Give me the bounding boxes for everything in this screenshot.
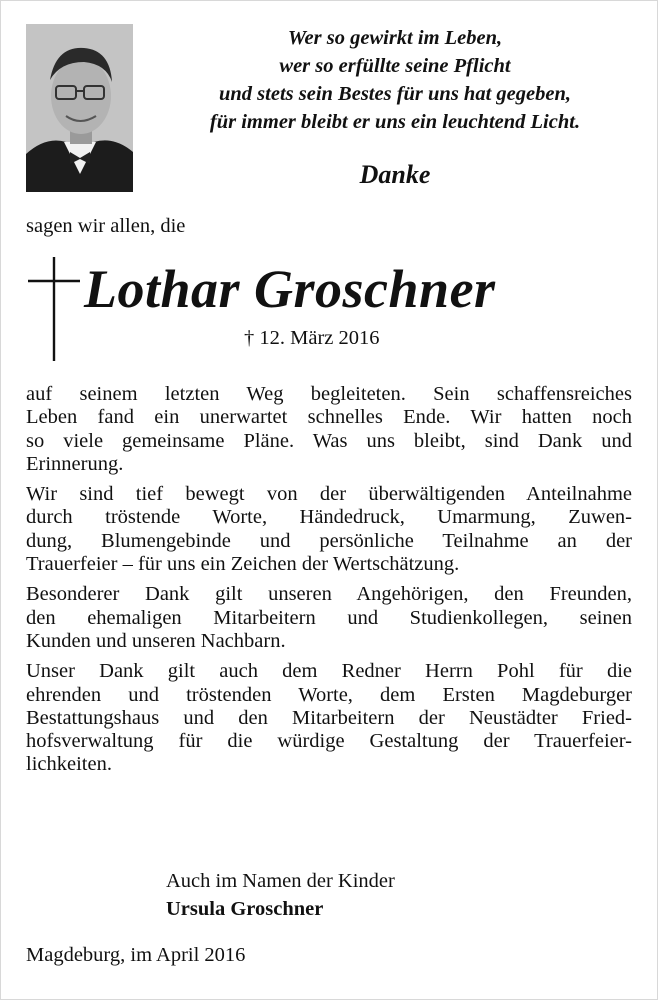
paragraph [26, 660, 632, 776]
intro-text: sagen wir allen, die [26, 215, 186, 237]
death-date: † 12. März 2016 [244, 327, 380, 349]
paragraph-line: lichkeiten. [26, 753, 112, 776]
paragraph-line: auf seinem letzten Weg begleiteten. Sein schaffensreiches [26, 383, 632, 405]
verse-line: Wer so gewirkt im Leben, [287, 27, 503, 49]
memorial-verse [150, 24, 640, 136]
paragraph-line: Trauerfeier – für uns ein Zeichen der Wertschätzung. [26, 553, 460, 576]
paragraph-line: so viele gemeinsame Pläne. Was uns bleibt, sind Dank und [26, 429, 632, 452]
paragraph-line: Besonderer Dank gilt unseren Angehörigen, den Freunden, [26, 583, 632, 606]
paragraph [26, 483, 632, 576]
signoff-line: Auch im Namen der Kinder [166, 870, 395, 892]
paragraph-line: Unser Dank gilt auch dem Redner Herrn Pohl für die [26, 660, 632, 683]
place-date: Magdeburg, im April 2016 [26, 944, 246, 966]
body-text [26, 383, 632, 784]
paragraph-line: den ehemaligen Mitarbeitern und Studienkollegen, seinen [26, 606, 632, 629]
paragraph-line: ehrenden und tröstenden Worte, dem Ersten Magdeburger [26, 683, 632, 706]
paragraph-line: Leben fand ein unerwartet schnelles Ende. Wir hatten noch [26, 406, 632, 429]
paragraph-line: Wir sind tief bewegt von der überwältigenden Anteilnahme [26, 483, 632, 506]
paragraph-line: Erinnerung. [26, 452, 124, 475]
portrait-photo [26, 24, 133, 192]
verse-line: für immer bleibt er uns ein leuchtend Licht. [209, 111, 581, 133]
signoff [166, 867, 395, 923]
paragraph-line: Kunden und unseren Nachbarn. [26, 629, 286, 652]
verse-line: und stets sein Bestes für uns hat gegeben, [219, 83, 571, 105]
paragraph-line: hofsverwaltung für die würdige Gestaltung der Trauerfeier- [26, 730, 632, 753]
cross-icon [26, 255, 82, 363]
portrait-image [26, 24, 133, 192]
paragraph-line: dung, Blumengebinde und persönliche Teilnahme an der [26, 529, 632, 552]
paragraph [26, 383, 632, 476]
thanks-heading: Danke [359, 160, 431, 189]
verse-line: wer so erfüllte seine Pflicht [279, 55, 511, 77]
deceased-name: Lothar Groschner [84, 259, 496, 319]
paragraph [26, 583, 632, 653]
signer-name: Ursula Groschner [166, 898, 324, 920]
paragraph-line: durch tröstende Worte, Händedruck, Umarmung, Zuwen- [26, 506, 632, 529]
paragraph-line: Bestattungshaus und den Mitarbeitern der Neustädter Fried- [26, 706, 632, 729]
